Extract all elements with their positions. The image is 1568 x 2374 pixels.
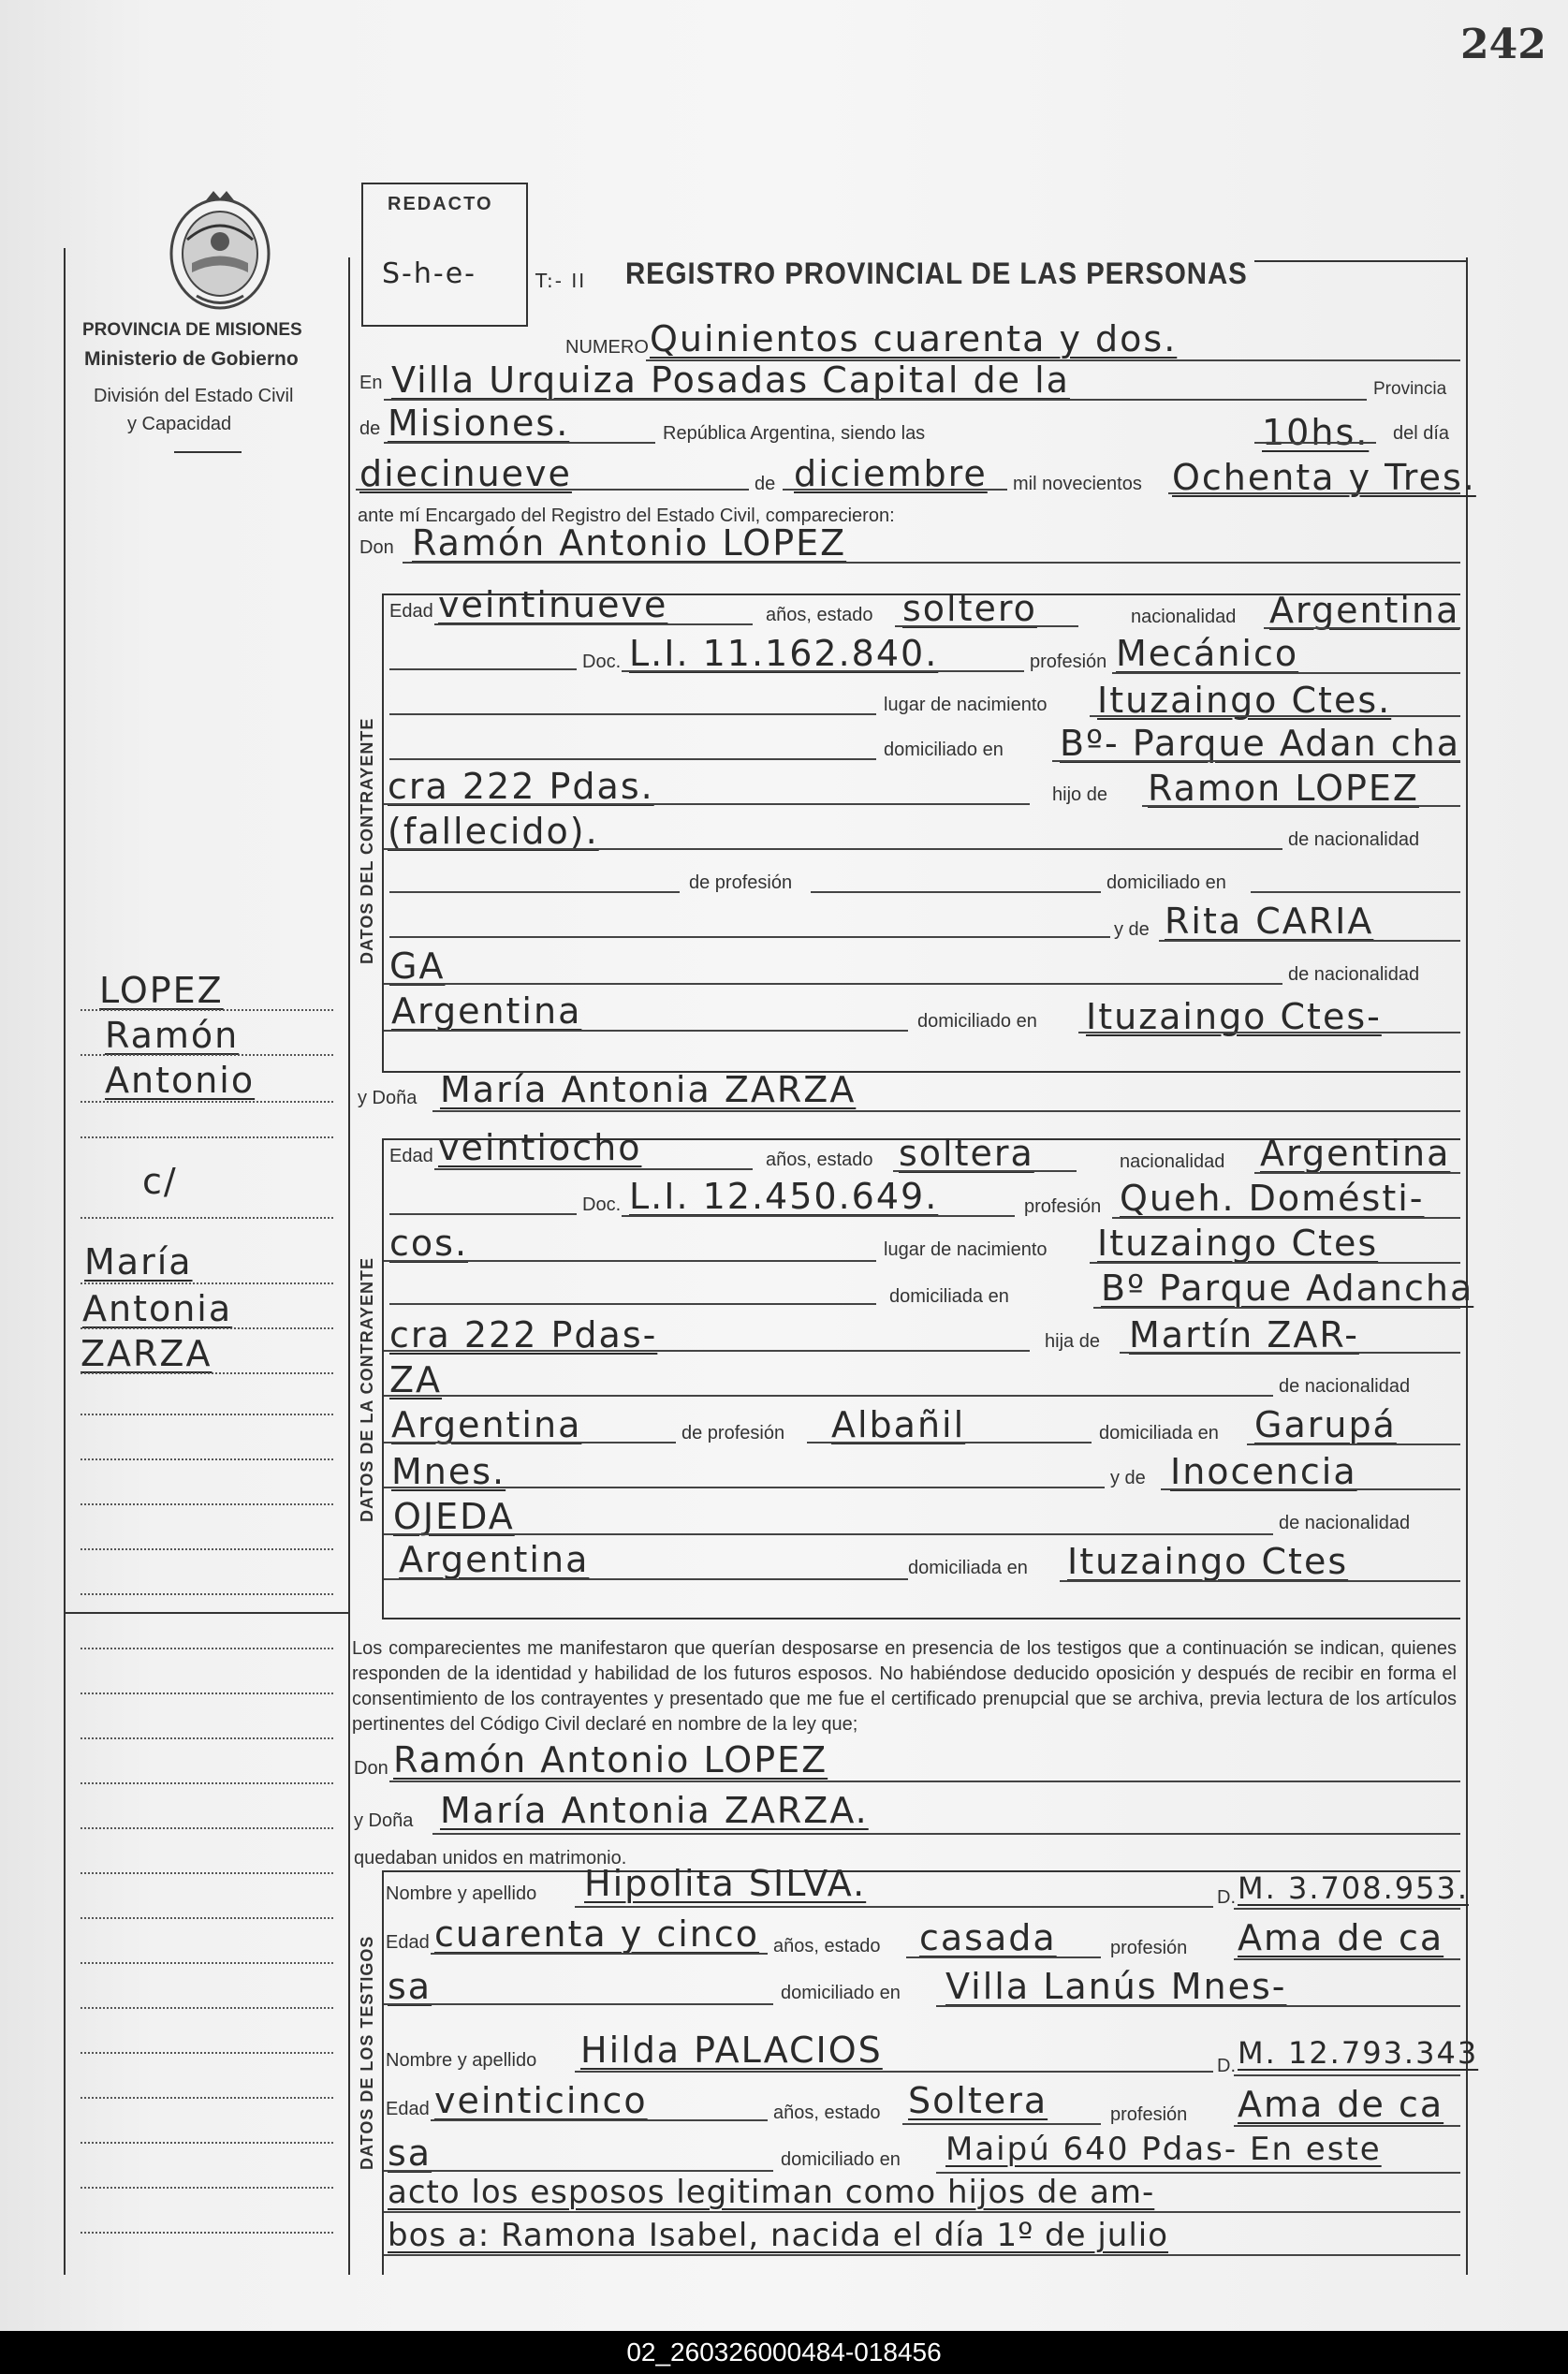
page-number: 242 [1460, 21, 1546, 68]
scan-footer [0, 2331, 1568, 2374]
c-domicilio-1: Bº- Parque Adan cha [1060, 723, 1461, 764]
decl-dona-line [432, 1833, 1460, 1835]
t2-domicilio: Maipú 640 Pdas- En este [945, 2131, 1382, 2168]
margin-dot-line [81, 1101, 333, 1103]
c-padre-obs-line [384, 848, 1282, 850]
c-domiciliado-label: domiciliado en [884, 740, 1004, 760]
c-madre-line [1159, 940, 1460, 942]
decl-unidos: quedaban unidos en matrimonio. [354, 1848, 627, 1868]
margin-dot-line [81, 1414, 333, 1415]
f-nac-line [1254, 1172, 1460, 1174]
nota2-line [384, 2254, 1460, 2256]
c-prof-line [1112, 672, 1460, 674]
margin-dot-line [81, 1737, 333, 1739]
testigos-section-label: DATOS DE LOS TESTIGOS [358, 1935, 376, 2170]
f-nacionalidad-label: nacionalidad [1120, 1151, 1225, 1172]
f-padre-prof-line [807, 1442, 1092, 1443]
f-padre-nac-line [384, 1442, 676, 1443]
document-id: 02_260326000484-018456 [626, 2337, 942, 2367]
t1-edad-label: Edad [386, 1932, 430, 1953]
c-hijo-label: hijo de [1052, 784, 1107, 805]
dia-line [356, 489, 749, 491]
f-lugar-line [1090, 1262, 1460, 1264]
margin-dot-line [81, 1917, 333, 1919]
c-de-nacionalidad-label: de nacionalidad [1288, 829, 1420, 850]
f-doc: L.I. 12.450.649. [629, 1176, 939, 1217]
contrayente-section-label: DATOS DEL CONTRAYENTE [358, 717, 376, 964]
t1-doc-label: D. [1217, 1887, 1236, 1908]
c-edad-line [434, 623, 753, 625]
f-madre-line [1161, 1488, 1460, 1490]
c-padre-dom-line [1251, 891, 1460, 893]
declaration-text: Los comparecientes me manifestaron que querían desposarse en presencia de los testigos que a continuación se indican, quienes responden de la identidad y habilidad de los futuros esposos. No habiéndose deducido oposición y después de recibir en forma el consentimiento de los contrayentes y presentado que me fue el certificado prenupcial que se archiva, previa lectura de los artículos pertinentes del Código Civil declaré en nombre de la ley que; [352, 1638, 1457, 1735]
margin-dot-line [81, 1372, 333, 1374]
coat-of-arms-icon [159, 183, 281, 315]
margin-dot-line [81, 1503, 333, 1505]
margin-maria: María [84, 1241, 193, 1282]
ante-label: ante mí Encargado del Registro del Estado Civil, comparecieron: [358, 506, 895, 526]
t1-doc: M. 3.708.953. [1238, 1870, 1469, 1906]
f-edad-line [434, 1168, 753, 1170]
dona-label: y Doña [358, 1088, 418, 1108]
c-madre-nac-line [384, 1030, 908, 1032]
f-de-profesion-label: de profesión [681, 1423, 785, 1443]
f-profesion-1: Queh. Domésti- [1120, 1178, 1425, 1219]
nota1-line [384, 2211, 1460, 2213]
margin-dot-line [81, 1827, 333, 1829]
t2-edad: veinticinco [434, 2080, 648, 2121]
decl-don-label: Don [354, 1758, 388, 1779]
t2-doc: M. 12.793.343 [1238, 2035, 1479, 2071]
anio-value: Ochenta y Tres. [1172, 457, 1476, 498]
c-lugar: Ituzaingo Ctes. [1097, 680, 1392, 721]
t1-nombre-line [575, 1906, 1213, 1908]
margin-dot-line [81, 1217, 333, 1219]
f-edad-label: Edad [389, 1146, 433, 1166]
t2-estado-line [902, 2123, 1101, 2125]
c-dom2-line [384, 803, 1030, 805]
f-padre-dom-label: domiciliada en [1099, 1423, 1219, 1443]
f-padre-dom-line [1247, 1443, 1460, 1445]
contrayenta-box-bottom [382, 1618, 1460, 1619]
c-doc: L.I. 11.162.840. [629, 633, 939, 674]
f-doc-line [622, 1215, 1015, 1217]
don-label: Don [359, 537, 394, 558]
t1-prof2-line [384, 2003, 773, 2005]
t2-profesion-1: Ama de ca [1238, 2084, 1444, 2125]
f-nacionalidad: Argentina [1260, 1133, 1451, 1174]
margin-dot-line [81, 1593, 333, 1595]
t1-profesion-1: Ama de ca [1238, 1917, 1444, 1958]
t1-dom-line [936, 2005, 1460, 2007]
ministry-name: Ministerio de Gobierno [84, 348, 299, 370]
contrayenta-section-label: DATOS DE LA CONTRAYENTE [358, 1256, 376, 1522]
c-edad: veintinueve [438, 584, 668, 625]
f-dom2-line [384, 1350, 1030, 1352]
margin-dot-line [81, 2232, 333, 2234]
c-padre-prof-line [811, 891, 1101, 893]
f-padre-dom-2: Mnes. [391, 1451, 506, 1492]
del-dia-label: del día [1393, 423, 1450, 444]
f-madre-nac-line [384, 1578, 908, 1580]
don-line [403, 562, 1460, 564]
redacto-value: S-h-e- [382, 257, 476, 290]
division-line-2: y Capacidad [127, 414, 232, 434]
c-estado: soltero [902, 588, 1037, 629]
decl-dona-value: María Antonia ZARZA. [440, 1790, 869, 1831]
c-lugar-line [1090, 715, 1460, 717]
hora-line [1254, 442, 1376, 444]
form-right-border [1466, 257, 1468, 2275]
margin-dot-line [81, 1327, 333, 1329]
contrayenta-box-left [382, 1138, 384, 1618]
registry-title: REGISTRO PROVINCIAL DE LAS PERSONAS [625, 256, 1248, 290]
t2-profesion-2: sa [388, 2132, 432, 2174]
redacto-box [361, 183, 528, 327]
f-madre-dom-line [1060, 1580, 1460, 1582]
f-estado-line [893, 1170, 1077, 1172]
f-pre-doc-line [389, 1213, 577, 1215]
margin-dot-line [81, 1872, 333, 1874]
margin-separator [64, 1612, 348, 1614]
margin-dot-line [81, 1782, 333, 1784]
c-lugar-label: lugar de nacimiento [884, 695, 1048, 715]
provincia-label: Provincia [1373, 379, 1447, 399]
f-lugar-label: lugar de nacimiento [884, 1239, 1048, 1260]
margin-dot-line [81, 1458, 333, 1460]
c-pre-madre-line [389, 936, 1110, 938]
t1-anios-label: años, estado [773, 1936, 881, 1956]
margin-dot-line [81, 1962, 333, 1964]
t1-edad-line [431, 1953, 768, 1955]
f-estado: soltera [899, 1133, 1034, 1174]
f-madre-dom-label: domiciliada en [908, 1558, 1028, 1578]
t2-nombre: Hilda PALACIOS [580, 2030, 883, 2071]
c-domicilio-2: cra 222 Pdas. [388, 766, 654, 807]
margin-ramon: Ramón [105, 1015, 240, 1056]
c-madre-2: GA [389, 945, 446, 987]
f-dom-line [1093, 1307, 1460, 1309]
margin-dot-line [81, 1648, 333, 1649]
f-padre2-line [384, 1395, 1273, 1397]
numero-label: NUMERO [565, 337, 649, 358]
t1-profesion-label: profesión [1110, 1938, 1188, 1958]
c-madre-1: Rita CARIA [1165, 901, 1374, 942]
f-padre-prof: Albañil [831, 1404, 966, 1445]
republica-label: República Argentina, siendo las [663, 423, 926, 444]
left-margin-line [64, 248, 66, 2275]
c-madre2-line [384, 983, 1282, 985]
c-nacionalidad: Argentina [1269, 590, 1460, 631]
en-label: En [359, 373, 383, 393]
c-pre-doc-line [389, 668, 577, 670]
t1-edad: cuarenta y cinco [434, 1913, 760, 1955]
margin-dot-line [81, 1548, 333, 1550]
margin-dot-line [81, 1009, 333, 1011]
numero-value: Quinientos cuarenta y dos. [650, 318, 1178, 359]
c-padre-line [1142, 805, 1460, 807]
testigos-box-left [382, 1870, 384, 2275]
margin-antonia: Antonia [82, 1288, 233, 1329]
t1-doc-line [1234, 1908, 1460, 1910]
f-padre-dom2-line [384, 1487, 1105, 1488]
tomo-value: T:- II [535, 270, 587, 292]
c-estado-line [895, 625, 1078, 627]
c-padre: Ramon LOPEZ [1148, 768, 1419, 809]
dona-line [432, 1110, 1460, 1112]
margin-dot-line [81, 1282, 333, 1284]
hora-value: 10hs. [1262, 412, 1370, 453]
en-value: Villa Urquiza Posadas Capital de la [391, 359, 1070, 401]
form-left-border [348, 257, 350, 2275]
t2-estado: Soltera [908, 2080, 1048, 2121]
margin-antonio: Antonio [105, 1060, 256, 1101]
margin-dot-line [81, 1136, 333, 1138]
f-prof-line [1112, 1217, 1460, 1219]
decl-dona-label: y Doña [354, 1810, 414, 1831]
provincia-line [384, 442, 655, 444]
f-prof2-line [384, 1260, 876, 1262]
t1-prof-line [1234, 1958, 1460, 1960]
margin-dot-line [81, 2007, 333, 2009]
c-doc-label: Doc. [582, 652, 622, 672]
f-doc-label: Doc. [582, 1194, 622, 1215]
mes-line [783, 489, 1007, 491]
t2-edad-label: Edad [386, 2099, 430, 2119]
t1-domicilio: Villa Lanús Mnes- [945, 1966, 1287, 2007]
f-pre-dom-line [389, 1303, 876, 1305]
dia-value: diecinueve [359, 453, 572, 494]
t1-domicilio-label: domiciliado en [781, 1983, 901, 2003]
f-padre-line [1120, 1352, 1460, 1354]
c-de-profesion-label: de profesión [689, 872, 793, 893]
c-y-de-label: y de [1114, 919, 1150, 940]
mil-label: mil novecientos [1013, 474, 1142, 494]
f-madre2-line [384, 1533, 1273, 1535]
t2-profesion-label: profesión [1110, 2104, 1188, 2125]
f-madre-dom: Ituzaingo Ctes [1067, 1541, 1349, 1582]
c-pre-lugar-line [389, 713, 876, 715]
f-hija-label: hija de [1045, 1331, 1100, 1352]
c-profesion: Mecánico [1116, 633, 1299, 674]
margin-dot-line [81, 2187, 333, 2189]
c-pre-dom-line [389, 758, 876, 760]
f-padre-1: Martín ZAR- [1129, 1314, 1359, 1356]
anio-line [1168, 492, 1460, 494]
f-madre-1: Inocencia [1170, 1451, 1357, 1492]
form-top-border [1254, 260, 1466, 262]
f-edad: veintiocho [438, 1127, 642, 1168]
margin-zarza: ZARZA [81, 1333, 212, 1374]
c-profesion-label: profesión [1030, 652, 1107, 672]
mes-value: diciembre [794, 453, 988, 494]
c-edad-label: Edad [389, 601, 433, 622]
margin-dot-line [81, 1693, 333, 1694]
f-padre-2: ZA [389, 1359, 443, 1400]
f-profesion-label: profesión [1024, 1196, 1102, 1217]
c-pre-padre-prof-line [389, 891, 680, 893]
contrayente-box-left [382, 594, 384, 1071]
en-line [384, 399, 1367, 401]
contrayente-name: Ramón Antonio LOPEZ [412, 522, 847, 564]
t2-domicilio-label: domiciliado en [781, 2149, 901, 2170]
f-domicilio-2: cra 222 Pdas- [389, 1314, 658, 1356]
t2-anios-label: años, estado [773, 2103, 881, 2123]
decl-don-line [389, 1780, 1460, 1782]
contrayenta-name: María Antonia ZARZA [440, 1069, 857, 1110]
testigos-nota-2: bos a: Ramona Isabel, nacida el día 1º de julio [388, 2217, 1169, 2254]
t1-profesion-2: sa [388, 1966, 432, 2007]
provincia-value: Misiones. [388, 403, 570, 444]
margin-con: c/ [142, 1161, 178, 1202]
t1-nombre: Hipolita SILVA. [584, 1863, 867, 1904]
division-line-1: División del Estado Civil [94, 386, 294, 406]
t2-doc-label: D. [1217, 2056, 1236, 2076]
f-profesion-2: cos. [389, 1223, 469, 1264]
c-nacionalidad-label: nacionalidad [1131, 607, 1237, 627]
margin-dot-line [81, 1054, 333, 1056]
t2-nombre-label: Nombre y apellido [386, 2050, 537, 2071]
f-anios-label: años, estado [766, 1150, 873, 1170]
t1-estado-line [906, 1956, 1101, 1958]
t2-nombre-line [575, 2071, 1213, 2073]
province-name: PROVINCIA DE MISIONES [82, 320, 302, 340]
t2-prof-line [1234, 2125, 1460, 2127]
de2-label: de [755, 474, 776, 494]
f-domiciliada-label: domiciliada en [889, 1286, 1009, 1307]
margin-dot-line [81, 2142, 333, 2144]
t2-edad-line [431, 2119, 768, 2121]
t1-nombre-label: Nombre y apellido [386, 1883, 537, 1904]
f-madre-2: OJEDA [393, 1496, 515, 1537]
c-nac-line [1264, 627, 1460, 629]
f-madre-nac-label: de nacionalidad [1279, 1513, 1411, 1533]
c-anios-label: años, estado [766, 605, 873, 625]
f-padre-dom-1: Garupá [1254, 1404, 1397, 1445]
redacto-label: REDACTO [388, 194, 493, 214]
c-doc-line [622, 670, 1024, 672]
t1-estado: casada [919, 1917, 1057, 1958]
c-padre-obs: (fallecido). [388, 811, 599, 852]
f-madre-nac: Argentina [399, 1539, 590, 1580]
t2-prof2-line [384, 2170, 773, 2172]
f-domicilio-1: Bº Parque Adancha [1101, 1268, 1474, 1309]
c-madre-dom: Ituzaingo Ctes- [1086, 996, 1382, 1037]
de-label: de [359, 418, 381, 439]
margin-dot-line [81, 2052, 333, 2054]
c-dom-line [1052, 760, 1460, 762]
f-y-de-label: y de [1110, 1468, 1146, 1488]
c-madre-nac: Argentina [391, 990, 582, 1032]
f-padre-nac: Argentina [391, 1404, 582, 1445]
f-de-nacionalidad-label: de nacionalidad [1279, 1376, 1411, 1397]
t2-doc-line [1234, 2074, 1460, 2076]
margin-lopez: LOPEZ [99, 970, 224, 1011]
testigos-nota-1: acto los esposos legitiman como hijos de am- [388, 2174, 1155, 2211]
c-madre-nac-label: de nacionalidad [1288, 964, 1420, 985]
header-separator [174, 451, 242, 453]
c-madre-dom-line [1078, 1032, 1460, 1033]
margin-dot-line [81, 2097, 333, 2099]
c-domiciliado2-label: domiciliado en [1106, 872, 1226, 893]
f-lugar: Ituzaingo Ctes [1097, 1223, 1379, 1264]
c-madre-dom-label: domiciliado en [917, 1011, 1037, 1032]
decl-don-value: Ramón Antonio LOPEZ [393, 1739, 828, 1780]
